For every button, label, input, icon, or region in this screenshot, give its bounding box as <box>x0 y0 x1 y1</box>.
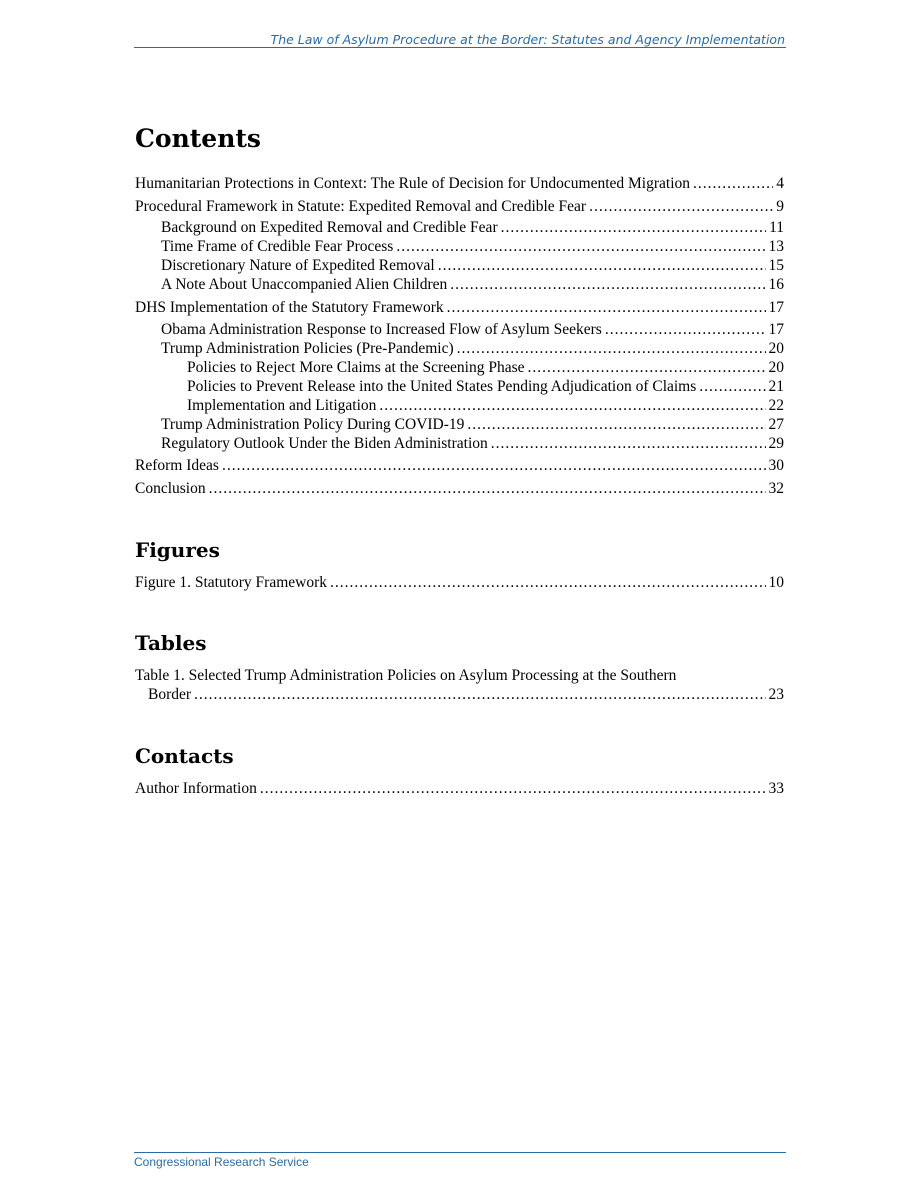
toc-entry-page: 30 <box>768 457 784 474</box>
toc-entry-page: 13 <box>768 238 784 255</box>
toc-entry[interactable] <box>161 415 784 435</box>
dot-leader <box>467 415 765 435</box>
figure-entry-page: 10 <box>768 574 784 591</box>
toc-entry-page: 21 <box>768 378 784 395</box>
toc-entry[interactable] <box>135 298 784 318</box>
dot-leader <box>589 197 773 217</box>
page-footer: Congressional Research Service <box>134 1152 786 1169</box>
dot-leader <box>450 275 765 295</box>
toc-entry-title: Obama Administration Response to Increased Flow of Asylum Seekers <box>161 321 602 338</box>
toc-entry-title: A Note About Unaccompanied Alien Children <box>161 276 448 293</box>
dot-leader <box>209 479 766 499</box>
dot-leader <box>693 174 773 194</box>
dot-leader <box>491 434 766 454</box>
running-header: The Law of Asylum Procedure at the Border: Statutes and Agency Implementation <box>134 32 786 48</box>
toc-entry-title: Conclusion <box>135 480 206 497</box>
toc-entry-title: Policies to Reject More Claims at the Screening Phase <box>187 359 525 376</box>
dot-leader <box>457 339 766 359</box>
toc-entry-page: 29 <box>768 435 784 452</box>
toc-entry[interactable] <box>135 174 784 194</box>
table-entry[interactable] <box>148 685 784 705</box>
toc-entry-title: Regulatory Outlook Under the Biden Administration <box>161 435 488 452</box>
tables-heading: Tables <box>135 631 207 655</box>
table-entry-title-line1[interactable]: Table 1. Selected Trump Administration Policies on Asylum Processing at the Southern <box>135 667 677 684</box>
dot-leader <box>699 377 765 397</box>
toc-entry[interactable] <box>161 218 784 238</box>
contact-entry[interactable] <box>135 779 784 799</box>
dot-leader <box>501 218 766 238</box>
toc-entry[interactable] <box>135 479 784 499</box>
toc-entry[interactable] <box>161 237 784 257</box>
toc-entry-page: 9 <box>776 198 784 215</box>
dot-leader <box>194 685 765 705</box>
toc-entry[interactable] <box>135 197 784 217</box>
toc-entry-page: 22 <box>768 397 784 414</box>
figure-entry[interactable] <box>135 573 784 593</box>
toc-entry[interactable] <box>161 434 784 454</box>
toc-entry[interactable] <box>187 358 784 378</box>
contacts-heading: Contacts <box>135 744 234 768</box>
dot-leader <box>447 298 766 318</box>
toc-entry-page: 15 <box>768 257 784 274</box>
dot-leader <box>379 396 765 416</box>
toc-entry[interactable] <box>161 320 784 340</box>
toc-entry[interactable] <box>161 275 784 295</box>
toc-entry-page: 20 <box>768 340 784 357</box>
toc-entry-page: 32 <box>768 480 784 497</box>
toc-entry-title: Implementation and Litigation <box>187 397 377 414</box>
toc-entry-page: 27 <box>768 416 784 433</box>
toc-entry-title: Humanitarian Protections in Context: The Rule of Decision for Undocumented Migration <box>135 175 691 192</box>
toc-entry-title: Trump Administration Policy During COVID-19 <box>161 416 465 433</box>
table-entry-title-line2: Border <box>148 686 192 703</box>
toc-entry[interactable] <box>187 377 784 397</box>
toc-entry-title: Procedural Framework in Statute: Expedited Removal and Credible Fear <box>135 198 587 215</box>
toc-entry-page: 16 <box>768 276 784 293</box>
contents-heading: Contents <box>135 124 262 153</box>
toc-entry[interactable] <box>187 396 784 416</box>
toc-entry[interactable] <box>135 456 784 476</box>
toc-entry-title: Time Frame of Credible Fear Process <box>161 238 394 255</box>
dot-leader <box>222 456 766 476</box>
dot-leader <box>330 573 765 593</box>
toc-entry-title: Policies to Prevent Release into the United States Pending Adjudication of Claims <box>187 378 697 395</box>
toc-entry-title: Discretionary Nature of Expedited Removal <box>161 257 435 274</box>
dot-leader <box>527 358 765 378</box>
dot-leader <box>260 779 766 799</box>
toc-entry-page: 17 <box>768 299 784 316</box>
dot-leader <box>396 237 765 257</box>
dot-leader <box>605 320 766 340</box>
contact-entry-page: 33 <box>768 780 784 797</box>
figure-entry-title: Figure 1. Statutory Framework <box>135 574 328 591</box>
toc-entry-title: Trump Administration Policies (Pre-Pandemic) <box>161 340 454 357</box>
toc-entry[interactable] <box>161 256 784 276</box>
contact-entry-title: Author Information <box>135 780 257 797</box>
toc-entry-page: 11 <box>769 219 784 236</box>
figures-heading: Figures <box>135 538 220 562</box>
dot-leader <box>438 256 766 276</box>
toc-entry-page: 4 <box>776 175 784 192</box>
toc-entry-page: 17 <box>768 321 784 338</box>
toc-entry[interactable] <box>161 339 784 359</box>
toc-entry-title: Reform Ideas <box>135 457 219 474</box>
toc-entry-page: 20 <box>768 359 784 376</box>
toc-entry-title: Background on Expedited Removal and Credible Fear <box>161 219 498 236</box>
toc-entry-title: DHS Implementation of the Statutory Framework <box>135 299 444 316</box>
table-entry-page: 23 <box>768 686 784 703</box>
